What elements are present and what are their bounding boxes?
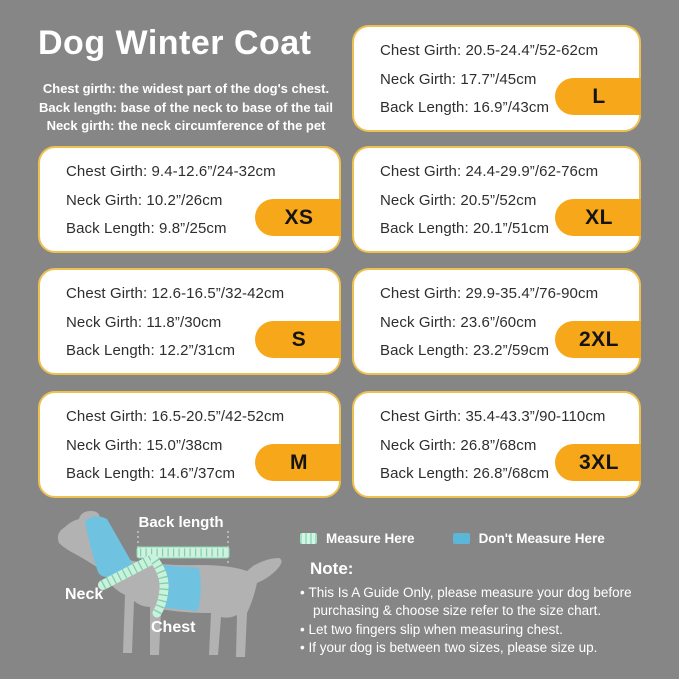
subtitle-line: Chest girth: the widest part of the dog's chest. bbox=[42, 81, 330, 96]
legend-item-measure bbox=[300, 531, 415, 546]
size-badge: XS bbox=[255, 199, 341, 236]
size-card-3xl bbox=[352, 391, 641, 498]
back-length-text: Back Length: 16.9”/43cm bbox=[380, 99, 550, 116]
chest-girth-text: Chest Girth: 16.5-20.5”/42-52cm bbox=[66, 408, 285, 425]
neck-girth-text: Neck Girth: 10.2”/26cm bbox=[66, 191, 223, 209]
size-card-m bbox=[38, 391, 341, 498]
size-badge: XL bbox=[555, 199, 641, 236]
note-list bbox=[300, 584, 667, 658]
chest-girth-text: Chest Girth: 20.5-24.4”/52-62cm bbox=[380, 42, 599, 59]
back-length-label: Back length bbox=[138, 514, 224, 531]
size-badge: L bbox=[555, 78, 641, 115]
back-length-text: Back Length: 9.8”/25cm bbox=[66, 220, 227, 237]
note-heading: Note: bbox=[310, 559, 354, 578]
legend bbox=[300, 531, 667, 546]
size-badge: M bbox=[255, 444, 341, 481]
header bbox=[30, 22, 342, 136]
dog-measurement-diagram bbox=[15, 505, 327, 677]
neck-girth-text: Neck Girth: 26.8”/68cm bbox=[380, 436, 537, 454]
size-card-xl bbox=[352, 146, 641, 253]
size-badge: 3XL bbox=[555, 444, 641, 481]
chest-girth-text: Chest Girth: 35.4-43.3”/90-110cm bbox=[380, 408, 606, 425]
size-badge: 2XL bbox=[555, 321, 641, 358]
neck-label: Neck bbox=[65, 586, 104, 603]
size-card-xs bbox=[38, 146, 341, 253]
size-card-2xl bbox=[352, 268, 641, 375]
page-title: Dog Winter Coat bbox=[38, 24, 312, 62]
note-item: • This Is A Guide Only, please measure your dog before purchasing & choose size refer to the size chart. bbox=[300, 584, 667, 621]
neck-girth-text: Neck Girth: 17.7”/45cm bbox=[380, 70, 537, 88]
subtitle-line: Back length: base of the neck to base of the tail bbox=[38, 99, 333, 115]
neck-girth-text: Neck Girth: 23.6”/60cm bbox=[380, 313, 537, 331]
neck-girth-text: Neck Girth: 11.8”/30cm bbox=[66, 313, 222, 331]
note-item: • If your dog is between two sizes, please size up. bbox=[300, 639, 667, 657]
back-length-text: Back Length: 12.2”/31cm bbox=[66, 342, 236, 359]
chest-girth-text: Chest Girth: 9.4-12.6”/24-32cm bbox=[66, 163, 276, 180]
chest-girth-text: Chest Girth: 24.4-29.9”/62-76cm bbox=[380, 163, 599, 180]
chest-girth-text: Chest Girth: 29.9-35.4”/76-90cm bbox=[380, 285, 599, 302]
dont-measure-here-label: Don't Measure Here bbox=[478, 531, 605, 546]
chest-girth-text: Chest Girth: 12.6-16.5”/32-42cm bbox=[66, 285, 285, 302]
legend-item-dont-measure bbox=[453, 531, 605, 546]
dont-measure-here-swatch-icon bbox=[453, 533, 470, 544]
measure-here-label: Measure Here bbox=[326, 531, 415, 546]
subtitle-line: Neck girth: the neck circumference of the pet bbox=[46, 118, 326, 133]
back-length-text: Back Length: 23.2”/59cm bbox=[380, 342, 550, 359]
size-badge: S bbox=[255, 321, 341, 358]
chest-label: Chest bbox=[151, 619, 196, 636]
size-card-l bbox=[352, 25, 641, 132]
legend-and-note bbox=[287, 531, 667, 658]
size-card-s bbox=[38, 268, 341, 375]
neck-girth-text: Neck Girth: 20.5”/52cm bbox=[380, 191, 537, 209]
measure-here-swatch-icon bbox=[300, 533, 317, 544]
note-item: • Let two fingers slip when measuring chest. bbox=[300, 621, 667, 639]
back-length-text: Back Length: 26.8”/68cm bbox=[380, 465, 550, 482]
back-length-text: Back Length: 20.1”/51cm bbox=[380, 220, 550, 237]
neck-girth-text: Neck Girth: 15.0”/38cm bbox=[66, 436, 223, 454]
back-length-text: Back Length: 14.6”/37cm bbox=[66, 465, 236, 482]
